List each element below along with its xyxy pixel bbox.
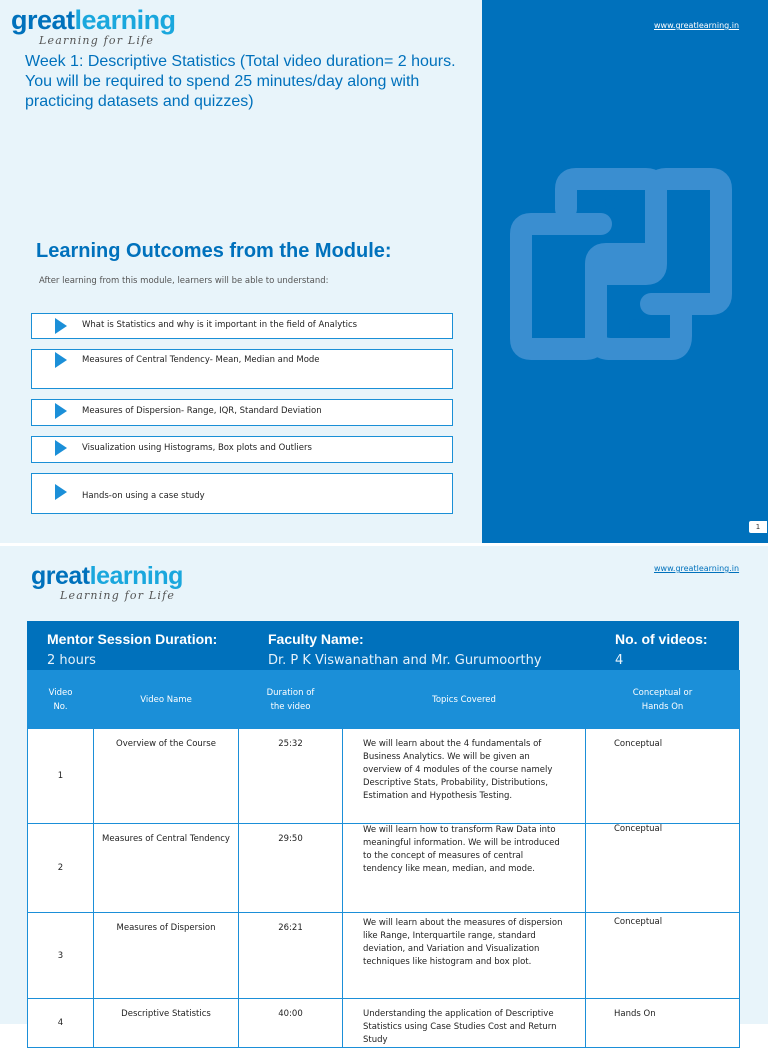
video-no: 2 (28, 824, 94, 913)
brand-learning: learning (74, 5, 176, 35)
outcome-text: Visualization using Histograms, Box plots and Outliers (82, 443, 312, 453)
play-arrow-icon (55, 403, 67, 419)
video-duration: 40:00 (239, 999, 343, 1048)
play-arrow-icon (55, 484, 67, 500)
video-name: Overview of the Course (94, 729, 239, 824)
website-link[interactable]: www.greatlearning.in (654, 21, 740, 30)
videos-count-value: 4 (615, 653, 624, 668)
brand-great: great (31, 562, 90, 590)
outcome-text: Measures of Dispersion- Range, IQR, Standard Deviation (82, 406, 322, 416)
python-logo-icon (506, 164, 746, 364)
outcome-item (31, 436, 453, 463)
play-arrow-icon (55, 318, 67, 334)
videos-count-label: No. of videos: (615, 631, 708, 647)
video-no: 4 (28, 999, 94, 1048)
video-no: 3 (28, 913, 94, 999)
website-link[interactable]: www.greatlearning.in (654, 564, 740, 573)
outcomes-subtitle: After learning from this module, learners will be able to understand: (39, 276, 329, 286)
outcome-item (31, 313, 453, 339)
col-video-no: Video No. (28, 671, 94, 729)
mentor-session-label: Mentor Session Duration: (47, 631, 218, 647)
video-duration: 25:32 (239, 729, 343, 824)
video-kind: Hands On (586, 999, 740, 1048)
video-duration: 26:21 (239, 913, 343, 999)
week-title: Week 1: Descriptive Statistics (Total video duration= 2 hours. You will be required to spend 25 minutes/day along with practicing datasets and quizzes) (25, 53, 456, 110)
video-kind: Conceptual (586, 913, 740, 999)
col-kind: Conceptual or Hands On (586, 671, 740, 729)
play-arrow-icon (55, 352, 67, 368)
video-topics: We will learn about the measures of dispersion like Range, Interquartile range, standard deviation, and Variation and Visualization techniques like histogram and box plot. (343, 913, 586, 999)
video-table (27, 670, 740, 1048)
brand-learning: learning (89, 562, 183, 590)
brand-wordmark (11, 5, 176, 35)
outcome-item (31, 349, 453, 389)
video-duration: 29:50 (239, 824, 343, 913)
play-arrow-icon (55, 440, 67, 456)
outcome-text: What is Statistics and why is it important in the field of Analytics (82, 320, 358, 330)
outcome-item (31, 473, 453, 514)
brand-tagline: Learning for Life (60, 589, 176, 602)
table-row (28, 999, 740, 1048)
brand-tagline: Learning for Life (39, 34, 155, 47)
outcome-text: Hands-on using a case study (82, 491, 205, 501)
faculty-value: Dr. P K Viswanathan and Mr. Gurumoorthy (268, 653, 542, 668)
video-name: Measures of Central Tendency (94, 824, 239, 913)
slide-2 (0, 546, 768, 1045)
outcome-item (31, 399, 453, 426)
outcome-text: Measures of Central Tendency- Mean, Median and Mode (82, 355, 320, 365)
brand-logo (11, 5, 176, 46)
table-header-row (28, 671, 740, 729)
video-no: 1 (28, 729, 94, 824)
mentor-session-value: 2 hours (47, 653, 96, 668)
faculty-label: Faculty Name: (268, 631, 364, 647)
session-header (27, 621, 739, 671)
video-kind: Conceptual (586, 729, 740, 824)
brand-logo (31, 562, 183, 601)
video-topics: We will learn about the 4 fundamentals of Business Analytics. We will be given an overview of 4 modules of the course namely Descriptive Stats, Probability, Distributions, Estimation and Hypothesis Testing. (343, 729, 586, 824)
video-name: Descriptive Statistics (94, 999, 239, 1048)
table-row (28, 729, 740, 824)
table-row (28, 824, 740, 913)
right-panel (482, 0, 768, 543)
video-topics: We will learn how to transform Raw Data into meaningful information. We will be introduced to the concept of measures of central tendency like mean, median, and mode. (343, 824, 586, 913)
col-video-name: Video Name (94, 671, 239, 729)
page-number: 1 (749, 521, 767, 533)
brand-great: great (11, 5, 75, 35)
table-row (28, 913, 740, 999)
video-topics: Understanding the application of Descriptive Statistics using Case Studies Cost and Return Study (343, 999, 586, 1048)
outcomes-title: Learning Outcomes from the Module: (36, 240, 392, 262)
brand-wordmark (31, 562, 183, 590)
col-topics: Topics Covered (343, 671, 586, 729)
col-duration: Duration of the video (239, 671, 343, 729)
video-name: Measures of Dispersion (94, 913, 239, 999)
video-kind: Conceptual (586, 824, 740, 913)
